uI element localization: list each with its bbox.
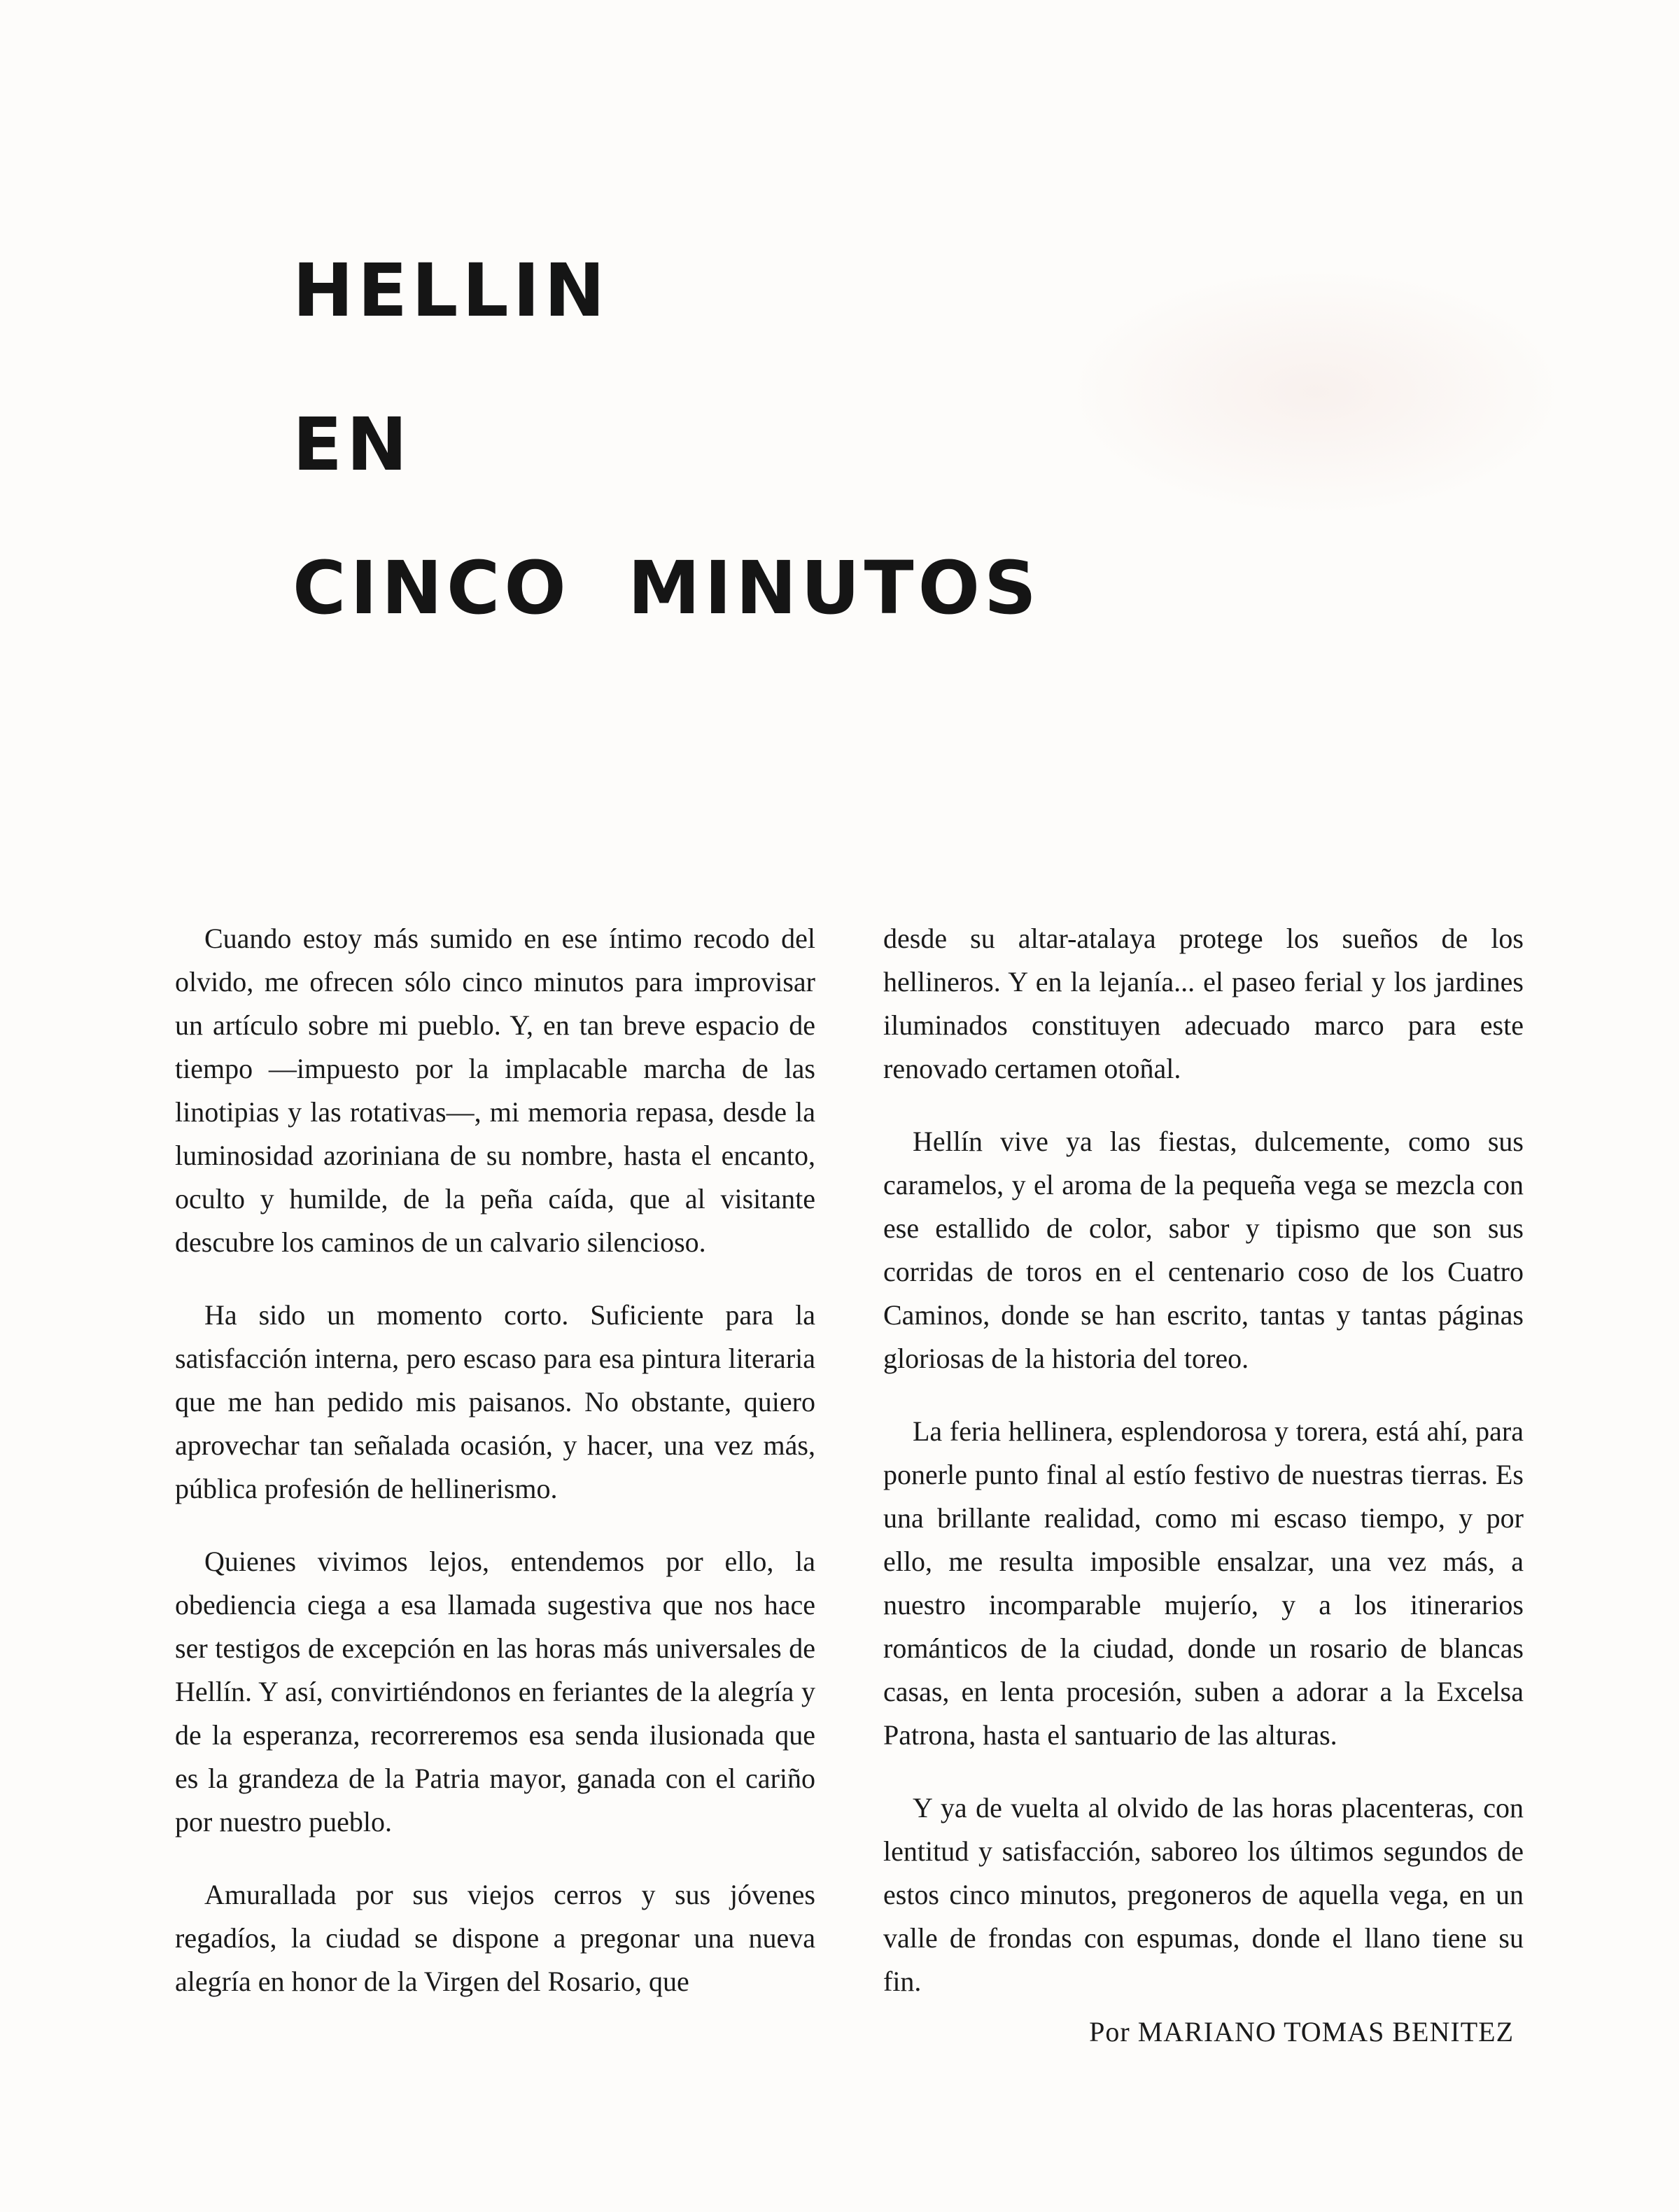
title-line-1: HELLIN [293,248,610,333]
title-line-2: EN [293,402,412,487]
right-column [883,917,1524,2033]
paragraph-7: La feria hellinera, esplendorosa y torera, está ahí, para ponerle punto final al estío festivo de nuestras tierras. Es una brillante realidad, como mi escaso tiempo, y por ello, me resulta imposible ensalzar, una vez más, a nuestro incomparable mujerío, y a los itinerarios románticos de la ciudad, donde un rosario de blancas casas, en lenta procesión, suben a adorar a la Excelsa Patrona, hasta el santuario de las alturas. [883,1415,1524,1751]
faint-background-shape [1064,266,1568,518]
paragraph-5: desde su altar-atalaya protege los sueños de los hellineros. Y en la lejanía... el paseo ferial y los jardines iluminados constituyen adecuado marco para este renovado certamen otoñal. [883,923,1524,1084]
author-byline: Por MARIANO TOMAS BENITEZ [1089,2016,1514,2047]
paragraph-4: Amurallada por sus viejos cerros y sus jóvenes regadíos, la ciudad se dispone a pregonar una nueva alegría en honor de la Virgen del Rosario, que [175,1879,815,1997]
title-line-3: CINCO MINUTOS [293,545,1041,631]
paragraph-2: Ha sido un momento corto. Suficiente para la satisfacción interna, pero escaso para esa pintura literaria que me han pedido mis paisanos. No obstante, quiero aprovechar tan señalada ocasión, y hacer, una vez más, pública profesión de hellinerismo. [175,1299,815,1504]
paragraph-3: Quienes vivimos lejos, entendemos por ello, la obediencia ciega a esa llamada sugestiva que nos hace ser testigos de excepción en las horas más universales de Hellín. Y así, convirtiéndonos en feriantes de la alegría y de la esperanza, recorreremos esa senda ilusionada que es la grandeza de la Patria mayor, ganada con el cariño por nuestro pueblo. [175,1546,815,1837]
left-column [175,917,815,2033]
paragraph-8: Y ya de vuelta al olvido de las horas placenteras, con lentitud y satisfacción, saboreo los últimos segundos de estos cinco minutos, pregoneros de aquella vega, en un valle de frondas con espumas, donde el llano tiene su fin. [883,1792,1524,1997]
paragraph-1: Cuando estoy más sumido en ese íntimo recodo del olvido, me ofrecen sólo cinco minutos para improvisar un artículo sobre mi pueblo. Y, en tan breve espacio de tiempo —impuesto por la implacable marcha de las linotipias y las rotativas—, mi memoria repasa, desde la luminosidad azoriniana de su nombre, hasta el encanto, oculto y humilde, de la peña caída, que al visitante descubre los caminos de un calvario silencioso. [175,923,815,1258]
paragraph-6: Hellín vive ya las fiestas, dulcemente, como sus caramelos, y el aroma de la pequeña vega se mezcla con ese estallido de color, sabor y tipismo que son sus corridas de toros en el centenario coso de los Cuatro Caminos, donde se han escrito, tantas y tantas páginas gloriosas de la historia del toreo. [883,1126,1524,1374]
